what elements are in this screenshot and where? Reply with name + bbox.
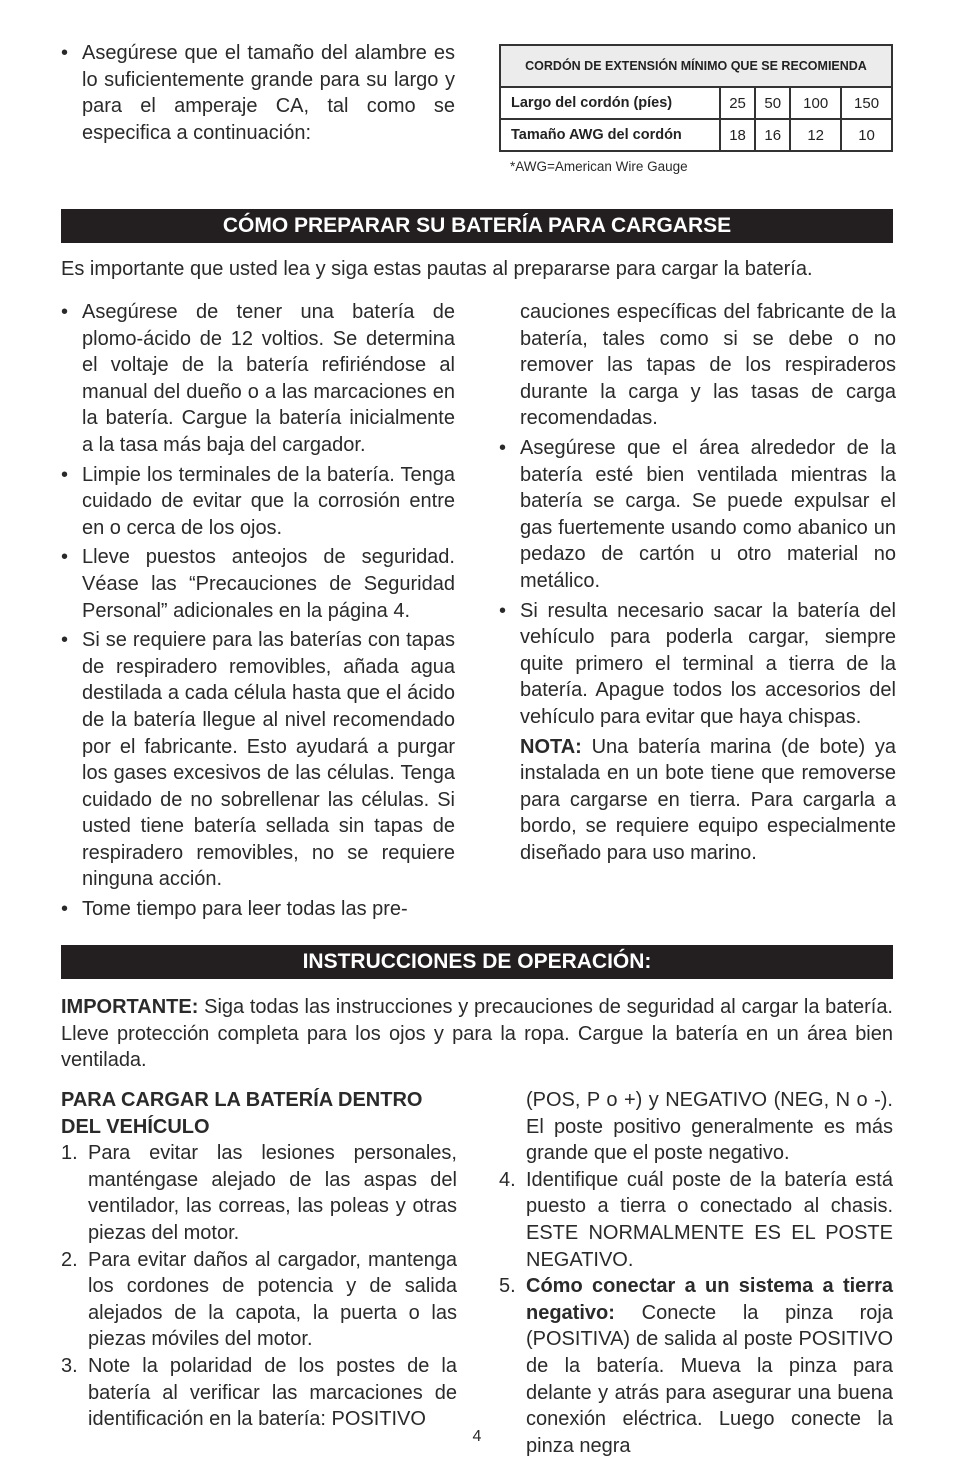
table-cell: 10 xyxy=(841,119,892,151)
note-paragraph xyxy=(499,734,896,867)
list-item xyxy=(61,1247,457,1353)
extension-cord-table xyxy=(499,44,893,152)
table-cell: 12 xyxy=(790,119,841,151)
steps-list-left xyxy=(61,1140,457,1433)
list-item xyxy=(61,1353,457,1433)
table-cell: 16 xyxy=(755,119,790,151)
section-intro: Es importante que usted lea y siga estas pautas al prepararse para cargar la batería. xyxy=(61,258,813,280)
steps-list-right xyxy=(499,1167,893,1460)
step-text: Para evitar daños al cargador, mantenga los cordones de potencia y de salida alejados de la capota, la puerta o las piezas móviles del motor. xyxy=(88,1248,457,1351)
table-cell: 25 xyxy=(720,87,755,119)
step-label: Cómo conectar a un sistema a tierra negativo: xyxy=(526,1275,893,1324)
table-cell: 100 xyxy=(790,87,841,119)
list-item: • Limpie los terminales de la batería. Tenga cuidado de evitar que la corrosión entre en o cerca de los ojos. xyxy=(61,462,455,542)
important-paragraph xyxy=(61,994,893,1074)
list-item: • Asegúrese que el área alrededor de la batería esté bien ventilada mientras la batería se carga. Se puede expulsar el gas fuertemente usando como abanico un pedazo de cartón u otro material no metálico. xyxy=(499,435,896,595)
operation-column-right xyxy=(499,1087,893,1459)
step-number: 4. xyxy=(499,1168,516,1191)
step-text: Note la polaridad de los postes de la batería al verificar las marcaciones de identificación en la batería: POSITIVO xyxy=(88,1354,457,1431)
table-footnote: *AWG=American Wire Gauge xyxy=(510,159,688,174)
wire-size-bullet-list xyxy=(61,40,455,149)
list-item: • Lleve puestos anteojos de seguridad. Véase las “Precauciones de Seguridad Personal” adicionales en la página 4. xyxy=(61,544,455,624)
table-cell: 150 xyxy=(841,87,892,119)
row-label: Tamaño AWG del cordón xyxy=(500,119,720,151)
list-item xyxy=(499,1273,893,1459)
table-row xyxy=(500,119,892,151)
list-item: • Asegúrese de tener una batería de plomo-ácido de 12 voltios. Se determina el voltaje de la batería refiriéndose al manual del dueño o a las marcaciones en la batería. Cargue la batería inicialmente a la tasa más baja del cargador. xyxy=(61,299,455,459)
subheading: PARA CARGAR LA BATERÍA DENTRO DEL VEHÍCULO xyxy=(61,1089,423,1138)
important-label: IMPORTANTE: xyxy=(61,996,199,1018)
wire-size-bullet: • Asegúrese que el tamaño del alambre es lo suficientemente grande para su largo y para el amperaje CA, tal como se especifica a continuación: xyxy=(61,40,455,146)
prepare-bullet-list-left xyxy=(61,299,455,926)
note-label: NOTA: xyxy=(520,735,582,758)
section-header-prepare: CÓMO PREPARAR SU BATERÍA PARA CARGARSE xyxy=(61,209,893,243)
continuation-text: cauciones específicas del fabricante de la batería, tales como si se debe o no remover las tapas de los respiraderos durante la carga y las tasas de carga recomendadas. xyxy=(520,301,896,430)
page-number: 4 xyxy=(472,1428,482,1445)
continuation-text: (POS, P o +) y NEGATIVO (NEG, N o -). El poste positivo generalmente es más grande que el poste negativo. xyxy=(526,1089,893,1165)
row-label: Largo del cordón (píes) xyxy=(500,87,720,119)
important-text: Siga todas las instrucciones y precauciones de seguridad al cargar la batería. Lleve protección completa para los ojos y para la ropa. Cargue la batería en un área bien ventilada. xyxy=(61,996,893,1072)
table-header: CORDÓN DE EXTENSIÓN MÍNIMO QUE SE RECOMIENDA xyxy=(500,45,892,87)
operation-column-left xyxy=(61,1087,457,1433)
list-item: • Si se requiere para las baterías con tapas de respiradero removibles, añada agua destilada a cada célula hasta que el ácido de la batería llegue al nivel recomendado por el fabricante. Esto ayudará a purgar los gases excesivos de las células. Tenga cuidado de no sobrellenar las células. Si usted tiene batería sellada sin tapas de respiradero removibles, no se requiere ninguna acción. xyxy=(61,627,455,893)
step-number: 5. xyxy=(499,1275,516,1298)
step-text: Identifique cuál poste de la batería está puesto a tierra o conectado al chasis. ESTE NORMALMENTE ES EL POSTE NEGATIVO. xyxy=(526,1168,893,1271)
table-cell: 18 xyxy=(720,119,755,151)
list-item: • Tome tiempo para leer todas las pre- xyxy=(61,896,455,923)
list-item xyxy=(61,1140,457,1246)
list-item: • Si resulta necesario sacar la batería del vehículo para poderla cargar, siempre quite primero el terminal a tierra de la batería. Apague todos los accesorios del vehículo para evitar que haya chispas. xyxy=(499,598,896,731)
list-item xyxy=(499,1167,893,1273)
section-header-operation: INSTRUCCIONES DE OPERACIÓN: xyxy=(61,945,893,979)
table-cell: 50 xyxy=(755,87,790,119)
note-text: Una batería marina (de bote) ya instalada en un bote tiene que removerse para cargarse en tierra. Para cargarla a bordo, se requiere equipo especialmente diseñado para uso marino. xyxy=(520,735,896,864)
prepare-column-right xyxy=(499,299,896,866)
table-row xyxy=(500,87,892,119)
step-number: 1. xyxy=(61,1142,78,1165)
step-text: Para evitar las lesiones personales, manténgase alejado de las aspas del ventilador, las correas, las poleas y otras piezas del motor. xyxy=(88,1142,457,1244)
prepare-bullet-list-right xyxy=(499,435,896,731)
step-text: Conecte la pinza roja (POSITIVA) de salida al poste POSITIVO de la batería. Mueva la pinza para delante y atrás para asegurar una buena conexión eléctrica. Luego conecte la pinza negra xyxy=(526,1301,893,1457)
step-number: 2. xyxy=(61,1248,78,1271)
step-number: 3. xyxy=(61,1354,78,1377)
